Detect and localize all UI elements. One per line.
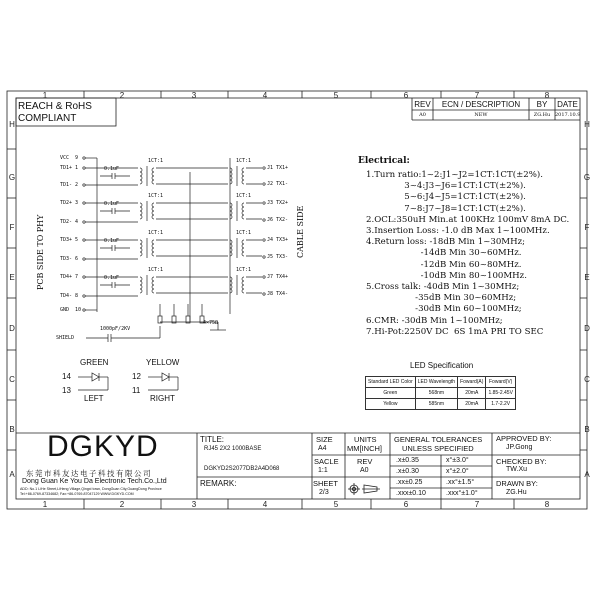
by-cell: ZG.Hu (533, 112, 551, 118)
left-pin-terminal (83, 221, 85, 223)
left-pin-terminal (83, 258, 85, 260)
right-pin-terminal (263, 183, 265, 185)
right-pin-label: J7 TX4+ (267, 274, 289, 280)
column-number-top: 2 (119, 91, 125, 100)
left-pin-terminal (83, 157, 85, 159)
led-spec-header: Foward(V) (486, 377, 515, 388)
left-pin-number: 6 (75, 256, 79, 262)
transformer-ratio-primary: 1CT:1 (148, 267, 164, 273)
right-pin-label: J3 TX2+ (267, 200, 289, 206)
left-pin-label: TD2+ (60, 200, 73, 206)
green-led-anode: 14 (62, 372, 71, 381)
led-spec-header: Standard LED Color (366, 377, 416, 388)
size-value: A4 (318, 445, 327, 452)
row-letter-right: E (584, 273, 590, 282)
shield-cap-label: 1000pF/2KV (100, 326, 131, 332)
transformer-channel (100, 275, 262, 295)
yellow-led-name: YELLOW (146, 358, 180, 367)
transformer-ratio-primary: 1CT:1 (148, 193, 164, 199)
led-spec-table (365, 376, 516, 410)
cable-side-label: CABLE SIDE (296, 205, 305, 258)
right-pin-label: J8 TX4- (267, 291, 289, 297)
scale-label: SACLE (314, 457, 339, 466)
led-spec-cell: Yellow (366, 399, 416, 410)
electrical-spec-line: 3~4:J3~J6=1CT:1CT(±2%). (366, 181, 526, 192)
left-pin-label: TD1+ (60, 165, 73, 171)
ecn-cell: NEW (474, 112, 488, 118)
approved-label: APPROVED BY: (496, 434, 552, 443)
by-header: BY (536, 100, 548, 109)
company-contact: Tel:+86-0769-87334682; Fax:+86-0769-87047129 WWW.DGKYD.COM (20, 492, 134, 496)
green-led-name: GREEN (80, 358, 109, 367)
resistor-label: 4×75Ω (203, 320, 219, 326)
column-number-top: 6 (403, 91, 409, 100)
row-letter-left: D (9, 324, 15, 333)
company-address: ADD: No.1 LiHe Street,LiHeng Village,Qingxi town, DongGuan City,GuangDong Province (20, 487, 162, 491)
left-pin-label: TD3+ (60, 237, 73, 243)
compliance-line-2: COMPLIANT (18, 113, 77, 124)
column-number-top: 3 (191, 91, 197, 100)
row-letter-right: F (584, 223, 590, 232)
electrical-title: Electrical: (358, 156, 410, 166)
coupling-cap-label: 0.1uF (104, 166, 120, 172)
row-letter-left: H (9, 120, 15, 129)
row-letter-right: D (584, 324, 590, 333)
row-letter-right: G (583, 173, 591, 182)
remark-label: REMARK: (200, 479, 237, 488)
tolerance-angular: .xxx°±1.0° (446, 490, 478, 497)
electrical-spec-line: -30dB Min 60~100MHz; (366, 304, 522, 315)
row-letter-right: A (584, 470, 590, 479)
left-pin-label: VCC (60, 155, 70, 161)
yellow-led-cathode: 11 (132, 386, 141, 395)
electrical-spec-line: -35dB Min 30~60MHz; (366, 293, 517, 304)
led-spec-header: Foward(A) (458, 377, 486, 388)
led-spec-title: LED Specification (410, 361, 474, 370)
rev-label: REV (357, 457, 373, 466)
electrical-spec-line: 5.Cross talk: -40dB Min 1~30MHz; (366, 282, 520, 292)
transformer-ratio-secondary: 1CT:1 (236, 193, 252, 199)
row-letter-left: B (9, 425, 15, 434)
tolerance-angular: x°±2.0° (446, 468, 469, 475)
yellow-led-anode: 12 (132, 372, 141, 381)
right-pin-label: J5 TX3- (267, 254, 289, 260)
row-letter-right: H (584, 120, 590, 129)
electrical-spec-line: 7.Hi-Pot:2250V DC 6S 1mA PRI TO SEC (366, 326, 544, 337)
date-cell: 2017.10.9 (555, 112, 581, 118)
column-number-bottom: 8 (544, 500, 550, 509)
right-pin-terminal (263, 219, 265, 221)
column-number-top: 8 (544, 91, 550, 100)
units-value: MM[INCH] (347, 444, 382, 453)
ecn-header: ECN / DESCRIPTION (441, 100, 521, 109)
right-pin-terminal (263, 202, 265, 204)
left-pin-terminal (83, 276, 85, 278)
left-pin-label: TD2- (60, 219, 73, 225)
coupling-cap-label: 0.1uF (104, 238, 120, 244)
transformer-channel (100, 166, 262, 186)
column-number-top: 5 (333, 91, 339, 100)
sheet-value: 2/3 (319, 489, 329, 496)
column-number-top: 1 (42, 91, 48, 100)
left-pin-number: 8 (75, 293, 79, 299)
coupling-cap-label: 0.1uF (104, 275, 120, 281)
left-pin-number: 1 (75, 165, 79, 171)
schematic (78, 157, 265, 390)
tolerance-title-2: UNLESS SPECIFIED (402, 444, 474, 453)
column-number-bottom: 1 (42, 500, 48, 509)
transformer-ratio-secondary: 1CT:1 (236, 158, 252, 164)
sheet-label: SHEET (313, 479, 339, 488)
rev-cell: A0 (419, 112, 426, 118)
tolerance-linear: .x±0.30 (396, 468, 419, 475)
transformer-ratio-primary: 1CT:1 (148, 230, 164, 236)
checked-label: CHECKED BY: (496, 457, 547, 466)
title-value: RJ45 2X2 1000BASE (204, 446, 262, 452)
tolerance-title-1: GENERAL TOLERANCES (394, 435, 483, 444)
drawn-label: DRAWN BY: (496, 479, 538, 488)
size-label: SIZE (316, 435, 333, 444)
tolerance-linear: .xxx±0.10 (396, 490, 426, 497)
led-spec-cell: 1.85-2.45V (486, 388, 515, 399)
part-number: DGKYD2S2077DB2A4D068 (204, 466, 280, 472)
electrical-spec-line: 7~8:J7~J8=1CT:1CT(±2%). (366, 203, 526, 214)
left-pin-number: 10 (75, 307, 82, 313)
electrical-spec-line: 2.OCL:350uH Min.at 100KHz 100mV 8mA DC. (366, 214, 570, 225)
right-pin-terminal (263, 239, 265, 241)
left-pin-terminal (83, 167, 85, 169)
company-name-cn: 东莞市科友达电子科技有限公司 (26, 469, 152, 478)
electrical-spec-line: -14dB Min 30~60MHz. (366, 248, 522, 259)
date-header: DATE (557, 100, 578, 109)
transformer-ratio-secondary: 1CT:1 (236, 230, 252, 236)
left-pin-terminal (83, 184, 85, 186)
led-spec-cell: 20mA (458, 388, 486, 399)
tolerance-angular: .xx°±1.5° (446, 479, 475, 486)
electrical-spec-line: -12dB Min 60~80MHz. (366, 259, 522, 270)
compliance-line-1: REACH & RoHS (18, 101, 92, 112)
left-pin-number: 9 (75, 155, 79, 161)
approved-value: JP.Gong (506, 444, 533, 451)
electrical-spec-line: 1.Turn ratio:1~2:J1~J2=1CT:1CT(±2%). (366, 170, 544, 180)
left-pin-number: 3 (75, 200, 79, 206)
right-pin-terminal (263, 276, 265, 278)
led-spec-cell: 20mA (458, 399, 486, 410)
title-label: TITLE: (200, 435, 225, 444)
transformer-channel (100, 201, 262, 221)
company-name-en: Dong Guan Ke You Da Electronic Tech.Co.,Ltd (22, 478, 167, 485)
drawn-value: ZG.Hu (506, 489, 527, 496)
pcb-side-label: PCB SIDE TO PHY (36, 214, 45, 290)
green-led-side: LEFT (84, 394, 104, 403)
left-pin-terminal (83, 295, 85, 297)
left-pin-label: TD4- (60, 293, 73, 299)
company-logo: DGKYD (47, 430, 159, 463)
left-pin-label: TD4+ (60, 274, 73, 280)
row-letter-left: A (9, 470, 15, 479)
electrical-spec-line: 5~6:J4~J5=1CT:1CT(±2%). (366, 192, 526, 203)
column-number-bottom: 2 (119, 500, 125, 509)
electrical-spec-line: 3.Insertion Loss: -1.0 dB Max 1~100MHz. (366, 226, 550, 236)
right-pin-label: J4 TX3+ (267, 237, 289, 243)
right-pin-label: J2 TX1- (267, 181, 289, 187)
tolerance-angular: x°±3.0° (446, 457, 469, 464)
compliance-note (18, 101, 102, 125)
column-number-top: 7 (474, 91, 480, 100)
right-pin-terminal (263, 256, 265, 258)
checked-value: TW.Xu (506, 466, 528, 473)
left-pin-label: GND (60, 307, 70, 313)
left-pin-number: 4 (75, 219, 79, 225)
row-letter-left: G (8, 173, 16, 182)
transformer-channel (100, 238, 262, 258)
transformer-ratio-primary: 1CT:1 (148, 158, 164, 164)
left-pin-number: 5 (75, 237, 79, 243)
scale-value: 1:1 (318, 467, 328, 474)
left-pin-number: 2 (75, 182, 79, 188)
row-letter-right: B (584, 425, 590, 434)
rev-value: A0 (360, 467, 369, 474)
coupling-cap-label: 0.1uF (104, 201, 120, 207)
left-pin-label: TD3- (60, 256, 73, 262)
left-pin-terminal (83, 202, 85, 204)
green-led-cathode: 13 (62, 386, 71, 395)
units-label: UNITS (354, 435, 377, 444)
column-number-top: 4 (262, 91, 268, 100)
led-spec-cell: 568nm (415, 388, 457, 399)
column-number-bottom: 3 (191, 500, 197, 509)
right-pin-label: J1 TX1+ (267, 165, 289, 171)
column-number-bottom: 6 (403, 500, 409, 509)
column-number-bottom: 4 (262, 500, 268, 509)
tolerance-linear: .xx±0.25 (396, 479, 423, 486)
led-spec-cell: 1.7-2.2V (486, 399, 515, 410)
electrical-spec-line: 4.Return loss: -18dB Min 1~30MHz; (366, 237, 526, 248)
column-number-bottom: 5 (333, 500, 339, 509)
led-spec-cell: 585nm (415, 399, 457, 410)
led-spec-cell: Green (366, 388, 416, 399)
row-letter-left: F (9, 223, 15, 232)
left-pin-terminal (83, 239, 85, 241)
row-letter-left: E (9, 273, 15, 282)
right-pin-label: J6 TX2- (267, 217, 289, 223)
tolerance-linear: .x±0.35 (396, 457, 419, 464)
rev-header: REV (414, 100, 431, 109)
yellow-led-side: RIGHT (150, 394, 175, 403)
row-letter-left: C (9, 375, 15, 384)
column-number-bottom: 7 (474, 500, 480, 509)
transformer-ratio-secondary: 1CT:1 (236, 267, 252, 273)
shield-label: SHIELD (56, 335, 75, 341)
electrical-spec-line: 6.CMR: -30dB Min 1~100MHz; (366, 315, 503, 326)
left-pin-number: 7 (75, 274, 79, 280)
row-letter-right: C (584, 375, 590, 384)
left-pin-terminal (83, 309, 85, 311)
led-spec-header: LED Wavelength (415, 377, 457, 388)
right-pin-terminal (263, 167, 265, 169)
electrical-spec-line: -10dB Min 80~100MHz. (366, 270, 527, 281)
right-pin-terminal (263, 293, 265, 295)
left-pin-label: TD1- (60, 182, 73, 188)
